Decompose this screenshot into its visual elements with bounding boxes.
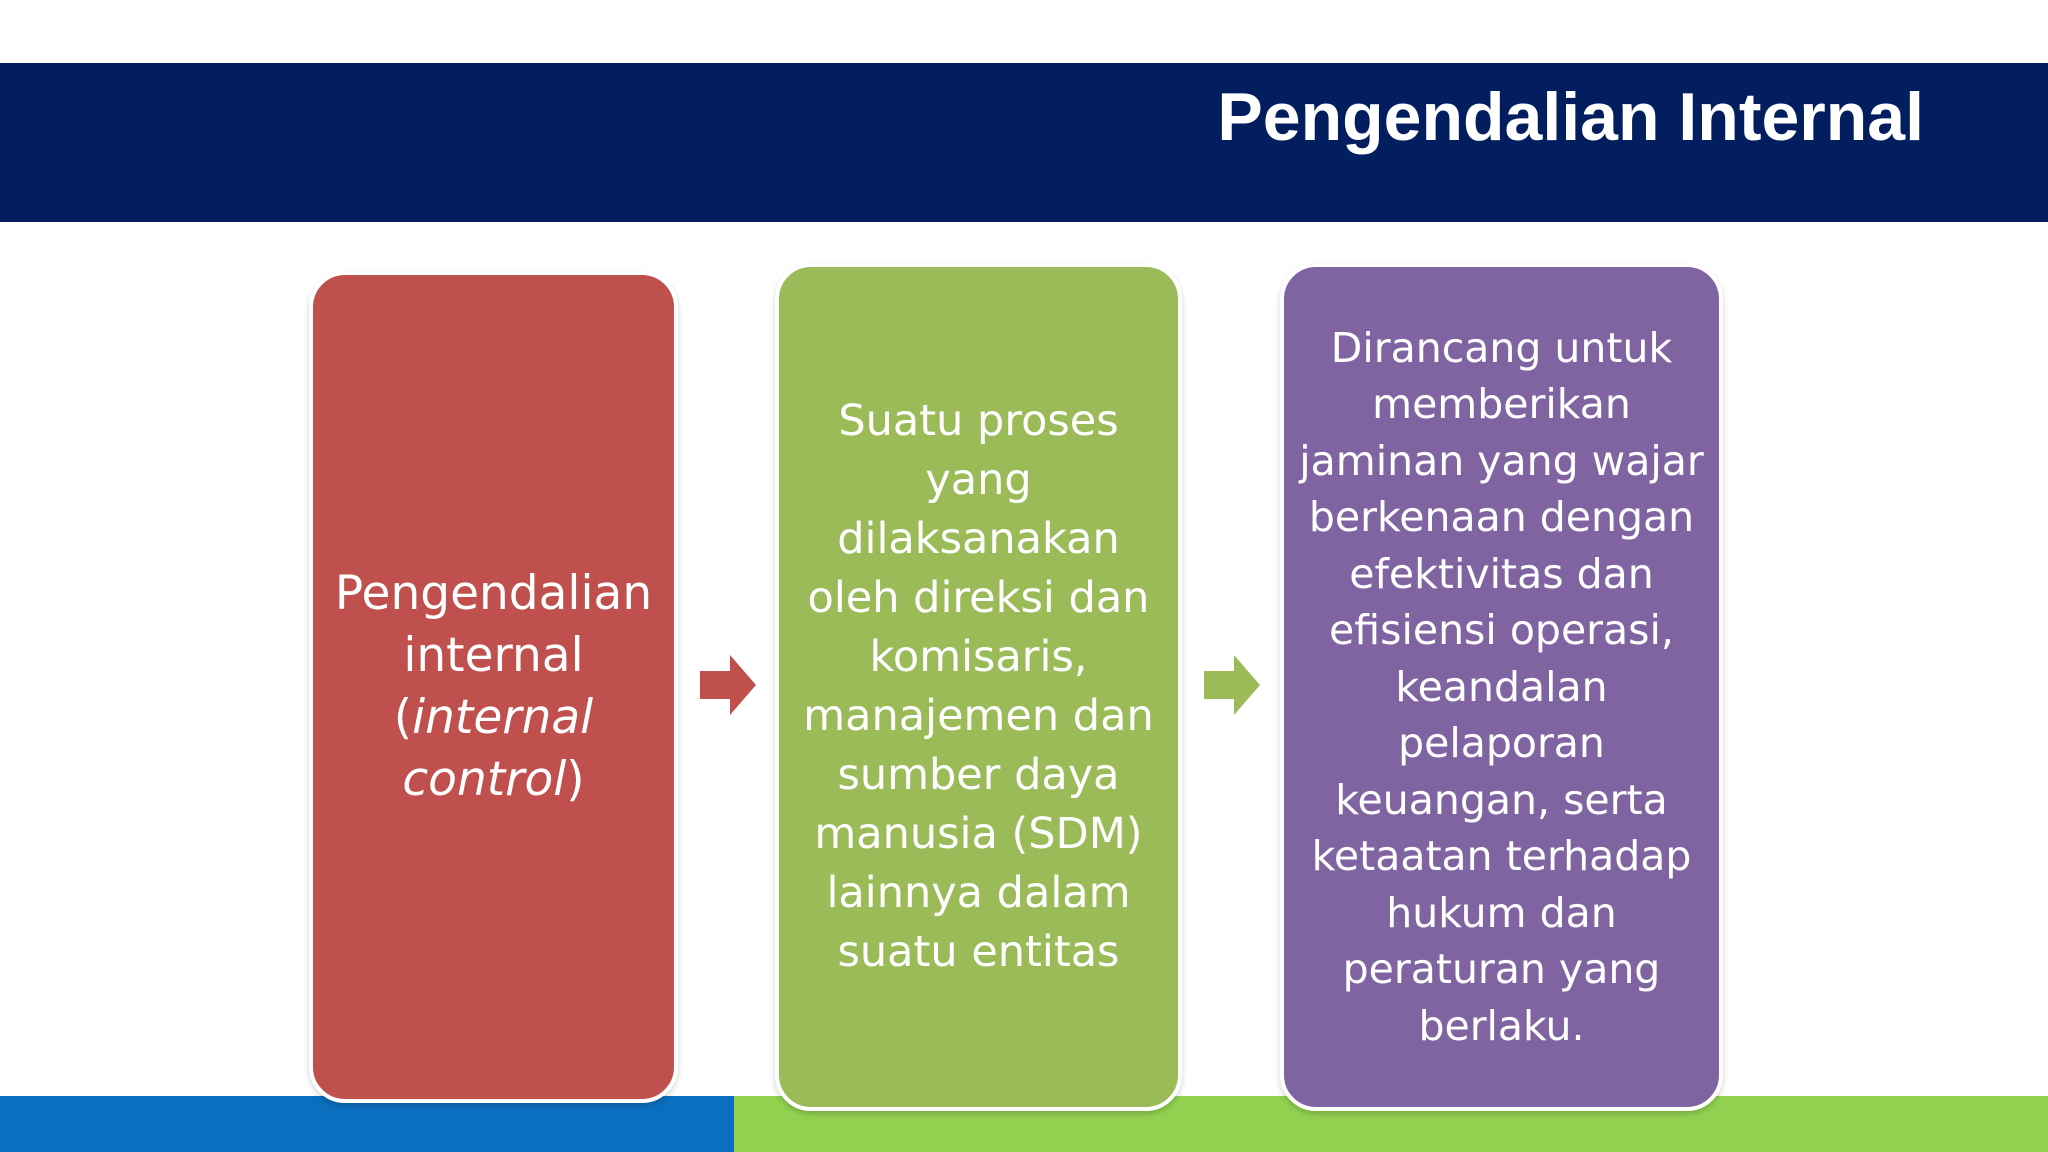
arrow-right-icon	[1204, 655, 1260, 715]
process-description-text: Suatu proses yang dilaksanakan oleh direksi dan komisaris, manajemen dan sumber daya manusia (SDM) lainnya dalam suatu entitas	[803, 396, 1154, 977]
definition-term-box	[309, 271, 678, 1103]
objectives-text: Dirancang untuk memberikan jaminan yang wajar berkenaan dengan efektivitas dan efisiensi operasi, keandalan pelaporan keuangan, serta ketaatan terhadap hukum dan peraturan yang berlaku.	[1299, 323, 1704, 1050]
term-closing-paren: )	[566, 752, 585, 807]
title-band	[0, 63, 2048, 222]
process-description-box	[775, 263, 1182, 1111]
slide-title: Pengendalian Internal	[1217, 79, 1924, 155]
definition-term-text	[313, 563, 674, 811]
objectives-box	[1280, 263, 1723, 1111]
term-label: Pengendalian internal (	[334, 566, 653, 745]
arrow-right-icon	[700, 655, 756, 715]
footer-band-blue	[0, 1096, 734, 1152]
term-english-label: internal control	[402, 690, 594, 807]
